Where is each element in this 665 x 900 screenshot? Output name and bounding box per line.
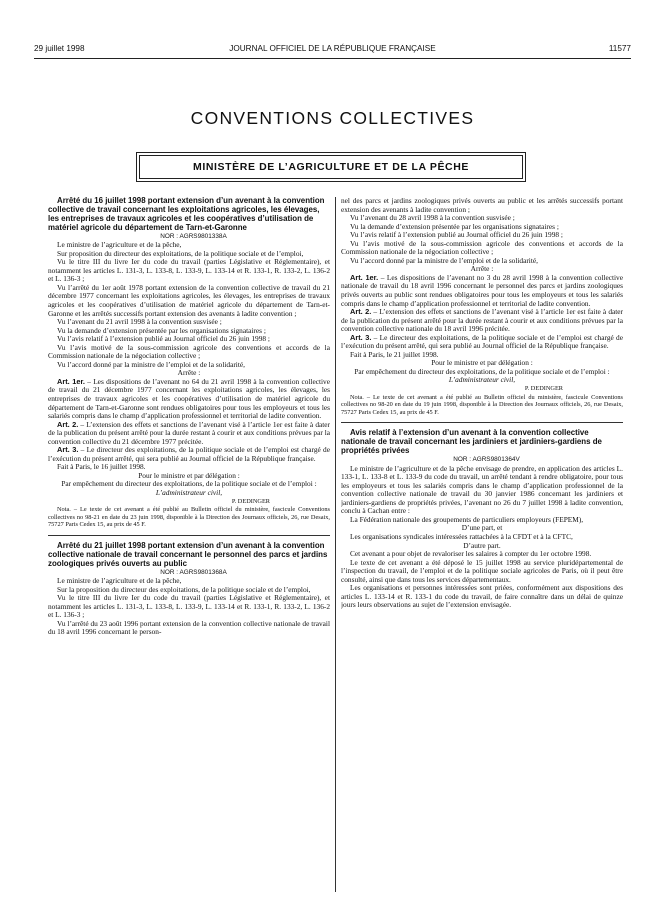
body-paragraph: Cet avenant a pour objet de revaloriser les salaires à compter du 1er octobre 1998. [350, 549, 592, 559]
body-paragraph: Vu le titre III du livre Ier du code du travail (parties Législative et Réglementaire), et notamment les articles L. 131-3, L. 133-8, L. 133-9, L. 133-14 et R. 133-1, R. 133-2, L. 136-2 et L. 136-3 ; [48, 593, 330, 620]
article-paragraph [341, 334, 623, 351]
body-paragraph: Le ministre de l’agriculture et de la pêche, [57, 240, 182, 250]
body-paragraph: Arrête : [470, 264, 494, 274]
article-paragraph [48, 421, 330, 447]
nor-reference: NOR : AGRS9801338A [160, 232, 227, 240]
body-paragraph: Vu la demande d’extension présentée par les organisations signataires ; [57, 325, 266, 335]
body-paragraph: Le ministre de l’agriculture et de la pêche envisage de prendre, en application des articles L. 133-1, L. 133-8 et L. 133-9 du code du travail, un arrêté tendant à rendre obligatoire, pour tous les employeurs et tous les salariés compris dans le champ d’application professionnel de la convention collective nationale de travail du 30 janvier 1986 concernant les jardiniers et jardiniers-gardiens de propriétés privées, l’avenant no 26 du 7 juillet 1998 à ladite convention, conclu à Cachan entre : [341, 463, 623, 516]
article-text: – Les dispositions de l’avenant no 64 du 21 avril 1998 à la convention collective de travail du 21 décembre 1977 concernant les exploitations agricoles, les élevages, les entreprises de travaux agricoles et les coopératives d’utilisation de matériel agricole du département de Tarn-et-Garonne sont rendues obligatoires pour tous les employeurs et tous les salariés compris dans le champ d’application professionnel et territorial de ladite convention. [48, 376, 330, 421]
body-paragraph: Vu l’avenant du 21 avril 1998 à la convention susvisée ; [57, 317, 222, 327]
right-column [341, 197, 623, 897]
signatory-title: L’administrateur civil, [448, 375, 516, 385]
article-label: Art. 3. [350, 332, 372, 342]
body-paragraph: Les organisations syndicales intéressées rattachées à la CFDT et à la CFTC, [350, 532, 573, 541]
body-paragraph: Pour le ministre et par délégation : [138, 470, 240, 480]
body-paragraph: Fait à Paris, le 16 juillet 1998. [57, 462, 146, 472]
body-paragraph: La Fédération nationale des groupements de particuliers employeurs (FEPEM), [350, 514, 584, 524]
body-paragraph: Vu la demande d’extension présentée par les organisations signataires ; [350, 221, 559, 231]
body-paragraph: Vu l’avis motivé de la sous-commission agricole des conventions et accords de la Commission nationale de la négociation collective ; [341, 238, 623, 257]
decree-heading: Avis relatif à l’extension d’un avenant à la convention collective nationale de travail concernant les jardiniers et jardiniers-gardiens de propriétés privées [341, 428, 602, 456]
header-date: 29 juillet 1998 [34, 44, 85, 53]
nota-note: Nota. – Le texte de cet avenant a été publié au Bulletin officiel du ministère, fascicule Conventions collectives no 98-20 en date du 19 juin 1998, disponible à la Direction des Journaux officiels, 26, rue Desaix, 75727 Paris Cedex 15, au prix de 45 F. [341, 393, 623, 416]
body-paragraph: Vu le titre III du livre Ier du code du travail (parties Législative et Réglementaire), et notamment les articles L. 131-3, L. 133-8, L. 133-9, L. 133-14 et R. 133-1, R. 133-2, L. 136-2 et L. 136-3 ; [48, 257, 330, 284]
body-paragraph: Sur la proposition du directeur des exploitations, de la politique sociale et de l’emploi, [57, 584, 311, 594]
body-paragraph: Vu l’avis relatif à l’extension publié au Journal officiel du 26 juin 1998 ; [57, 334, 270, 344]
section-separator [341, 422, 623, 423]
article-label: Art. 2. [57, 419, 79, 429]
body-paragraph: nel des parcs et jardins zoologiques privés ouverts au public et les arrêtés successifs portant extension des avenants à ladite convention ; [341, 197, 623, 214]
decree-heading: Arrêté du 16 juillet 1998 portant extension d’un avenant à la convention collective de travail concernant les exploitations agricoles, les élevages, les entreprises de travaux agricoles et les coopératives d’utilisation de matériel agricole du département de Tarn-et-Garonne [48, 197, 325, 232]
signatory-name: P. DEDINGER [524, 385, 563, 393]
body-paragraph: Vu l’avenant du 28 avril 1998 à la convention susvisée ; [350, 213, 515, 223]
signatory-name: P. DEDINGER [231, 497, 270, 505]
article-label: Art. 2. [350, 307, 372, 317]
body-paragraph: Vu l’accord donné par la ministre de l’emploi et de la solidarité, [350, 255, 538, 265]
ministry-title: MINISTÈRE DE L’AGRICULTURE ET DE LA PÊCHE [139, 155, 523, 179]
article-paragraph [48, 378, 330, 421]
article-label: Art. 1er. [57, 376, 85, 386]
ministry-box [136, 152, 526, 182]
body-paragraph: Par empêchement du directeur des exploitations, de la politique sociale et de l’emploi : [354, 366, 610, 376]
article-paragraph [341, 274, 623, 308]
article-text: – Le directeur des exploitations, de la politique sociale et de l’emploi est chargé de l’exécution du présent arrêté, qui sera publié au Journal officiel de la République française. [48, 445, 330, 463]
body-paragraph: Le ministre de l’agriculture et de la pêche, [57, 576, 182, 586]
body-paragraph: Sur proposition du directeur des exploitations, de la politique sociale et de l’emploi, [57, 248, 304, 258]
article-text: – Les dispositions de l’avenant no 3 du 28 avril 1998 à la convention collective nationale de travail du 18 avril 1996 concernant le personnel des parcs et jardins zoologiques privés ouverts au public sont rendues obligatoires pour tous les employeurs et tous les salariés compris dans le champ d’application professionnel et territorial de ladite convention. [341, 272, 623, 308]
header-page-number: 11577 [608, 44, 631, 53]
column-divider [335, 197, 336, 892]
body-paragraph: D’autre part. [463, 540, 501, 550]
body-paragraph: Par empêchement du directeur des exploitations, de la politique sociale et de l’emploi : [61, 479, 317, 489]
body-paragraph: Le texte de cet avenant a été déposé le 15 juillet 1998 au service pluridépartemental de l’inspection du travail, de l’emploi et de la politique sociale agricoles de Paris, où il peut être consulté, ainsi que dans tous les services départementaux. [341, 557, 623, 584]
body-paragraph: Vu l’arrêté du 23 août 1996 portant extension de la convention collective nationale de travail du 18 avril 1996 concernant le person- [48, 618, 330, 637]
body-paragraph: Arrête : [177, 368, 201, 378]
article-paragraph [48, 446, 330, 463]
section-title: CONVENTIONS COLLECTIVES [190, 108, 475, 128]
body-paragraph: Vu l’accord donné par la ministre de l’emploi et de la solidarité, [57, 359, 245, 369]
body-paragraph: Vu l’avis relatif à l’extension publié au Journal officiel du 26 juin 1998 ; [350, 230, 563, 240]
signatory-title: L’administrateur civil, [155, 488, 223, 498]
section-separator [48, 535, 330, 536]
left-column [48, 197, 330, 897]
nor-reference: NOR : AGRS9801368A [160, 568, 227, 576]
header-journal-title: JOURNAL OFFICIEL DE LA RÉPUBLIQUE FRANÇAISE [229, 44, 436, 53]
body-paragraph: Pour le ministre et par délégation : [431, 358, 533, 368]
article-text: – Le directeur des exploitations, de la politique sociale et de l’emploi est chargé de l’exécution du présent arrêté, qui sera publié au Journal officiel de la République française. [341, 332, 623, 351]
header-rule [34, 58, 631, 59]
nota-note: Nota. – Le texte de cet avenant a été publié au Bulletin officiel du ministère, fascicule Conventions collectives no 98-21 en date du 23 juin 1998, disponible à la Direction des Journaux officiels, 26, rue Desaix, 75727 Paris Cedex 15, au prix de 45 F. [48, 506, 330, 529]
body-paragraph: Fait à Paris, le 21 juillet 1998. [350, 349, 439, 359]
nor-reference: NOR : AGRS9801364V [453, 456, 520, 464]
body-paragraph: Vu l’avis motivé de la sous-commission agricole des conventions et accords de la Commission nationale de la négociation collective ; [48, 342, 330, 361]
body-paragraph: D’une part, et [461, 523, 503, 533]
article-paragraph [341, 308, 623, 334]
body-paragraph: Les organisations et personnes intéressées sont priées, conformément aux dispositions des articles L. 133-14 et R. 133-1 du code du travail, de faire connaître dans un délai de quinze jours leurs observations au sujet de l’extension envisagée. [341, 583, 623, 610]
article-text: – L’extension des effets et sanctions de l’avenant visé à l’article 1er est faite à dater de la publication du présent arrêté pour la durée restant à courir et aux conditions prévues par la convention collective nationale du 18 avril 1996 précitée. [341, 307, 623, 334]
decree-heading: Arrêté du 21 juillet 1998 portant extension d’un avenant à la convention collective nationale de travail concernant le personnel des parcs et jardins zoologiques privés ouverts au public [48, 540, 328, 568]
body-paragraph: Vu l’arrêté du 1er août 1978 portant extension de la convention collective de travail du 21 décembre 1977 concernant les exploitations agricoles, les élevages, les entreprises de travaux agricoles et les coopératives d’utilisation de matériel agricole du département de Tarn-et-Garonne et les arrêtés successifs portant extension des avenants à ladite convention ; [48, 282, 330, 318]
page-header [34, 44, 631, 56]
article-text: – L’extension des effets et sanctions de l’avenant visé à l’article 1er est faite à dater de la publication du présent arrêté pour la durée restant à courir et aux conditions prévues par la convention collective du 21 décembre 1977 précitée. [48, 419, 330, 446]
article-label: Art. 3. [57, 445, 79, 455]
article-label: Art. 1er. [350, 272, 379, 282]
